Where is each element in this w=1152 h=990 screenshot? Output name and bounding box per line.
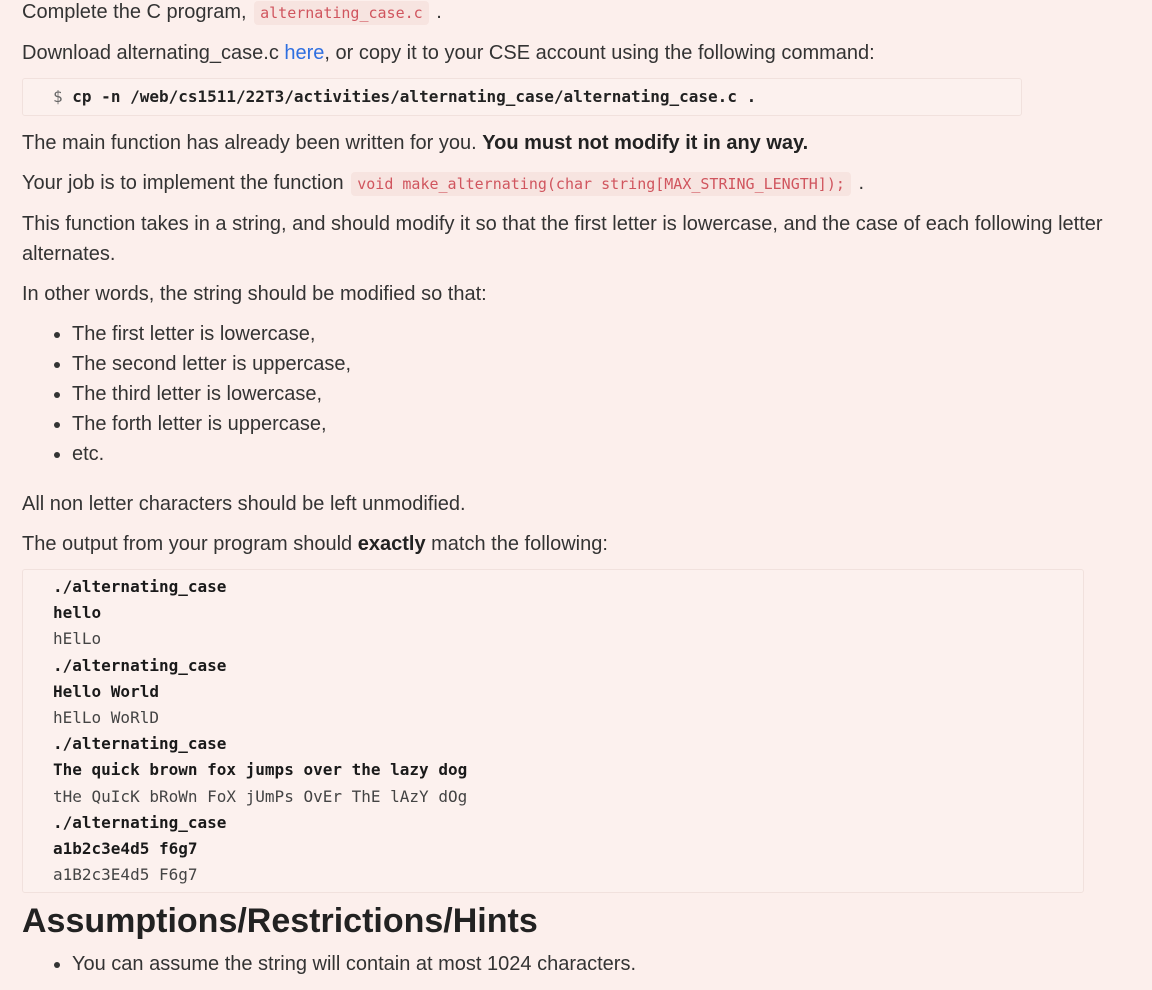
filename-code: alternating_case.c (254, 1, 429, 25)
description-paragraph: This function takes in a string, and should modify it so that the first letter is lowercase, and the case of each following letter alternates. (22, 213, 1103, 265)
list-item: • etc. (72, 439, 1122, 469)
output-input-line: ./alternating_case (53, 734, 227, 754)
output-input-line: a1b2c3e4d5 f6g7 (53, 839, 198, 859)
main-note-text: The main function has already been written for you. (22, 132, 483, 154)
output-input-line: ./alternating_case (53, 655, 227, 675)
list-item: • You can assume the string will contain at most 1024 characters. (72, 949, 1122, 979)
job-suffix: . (858, 172, 865, 194)
intro-suffix: . (436, 1, 442, 23)
list-item: • The second letter is uppercase, (72, 349, 1122, 379)
output-note-bold: exactly (357, 533, 426, 555)
job-prefix: Your job is to implement the function (22, 172, 344, 194)
download-paragraph (22, 38, 1122, 68)
hints-heading: Assumptions/Restrictions/Hints (22, 902, 538, 941)
output-result-line: hElLo WoRlD (53, 708, 159, 728)
function-signature-code: void make_alternating(char string[MAX_STRING_LENGTH]); (351, 172, 851, 196)
download-suffix: , or copy it to your CSE account using the following command: (324, 42, 875, 64)
output-result-line: tHe QuIcK bRoWn FoX jUmPs OvEr ThE lAzY dOg (53, 786, 468, 806)
non-letter-paragraph: All non letter characters should be left unmodified. (22, 493, 466, 515)
list-item: • The third letter is lowercase, (72, 379, 1122, 409)
output-input-line: Hello World (53, 681, 159, 701)
command-block (22, 78, 1022, 116)
download-prefix: Download alternating_case.c (22, 42, 285, 64)
output-note-paragraph (22, 529, 1122, 559)
main-note-paragraph (22, 128, 1122, 158)
output-input-line: ./alternating_case (53, 577, 227, 596)
main-note-warning: You must not modify it in any way. (482, 132, 809, 154)
job-paragraph (22, 168, 1122, 199)
content-area (22, 0, 1122, 989)
output-note-suffix: match the following: (425, 533, 608, 555)
rules-list (22, 319, 1122, 469)
output-input-line: ./alternating_case (53, 812, 227, 832)
output-result-line: a1B2c3E4d5 F6g7 (53, 865, 198, 885)
download-link[interactable]: here (284, 42, 325, 64)
output-note-prefix: The output from your program should (22, 533, 358, 555)
sample-output-block (22, 569, 1084, 893)
other-words-paragraph: In other words, the string should be modified so that: (22, 283, 487, 305)
list-item: • The forth letter is uppercase, (72, 409, 1122, 439)
output-result-line: hElLo (53, 629, 102, 649)
output-input-line: hello (53, 603, 102, 623)
shell-prompt: $ (53, 87, 63, 106)
list-item: • The first letter is lowercase, (72, 319, 1122, 349)
output-input-line: The quick brown fox jumps over the lazy dog (53, 760, 468, 780)
copy-command: cp -n /web/cs1511/22T3/activities/alternating_case/alternating_case.c . (72, 87, 757, 106)
hints-list (22, 949, 1122, 979)
intro-paragraph (22, 0, 1122, 28)
intro-prefix: Complete the C program, (22, 1, 247, 23)
